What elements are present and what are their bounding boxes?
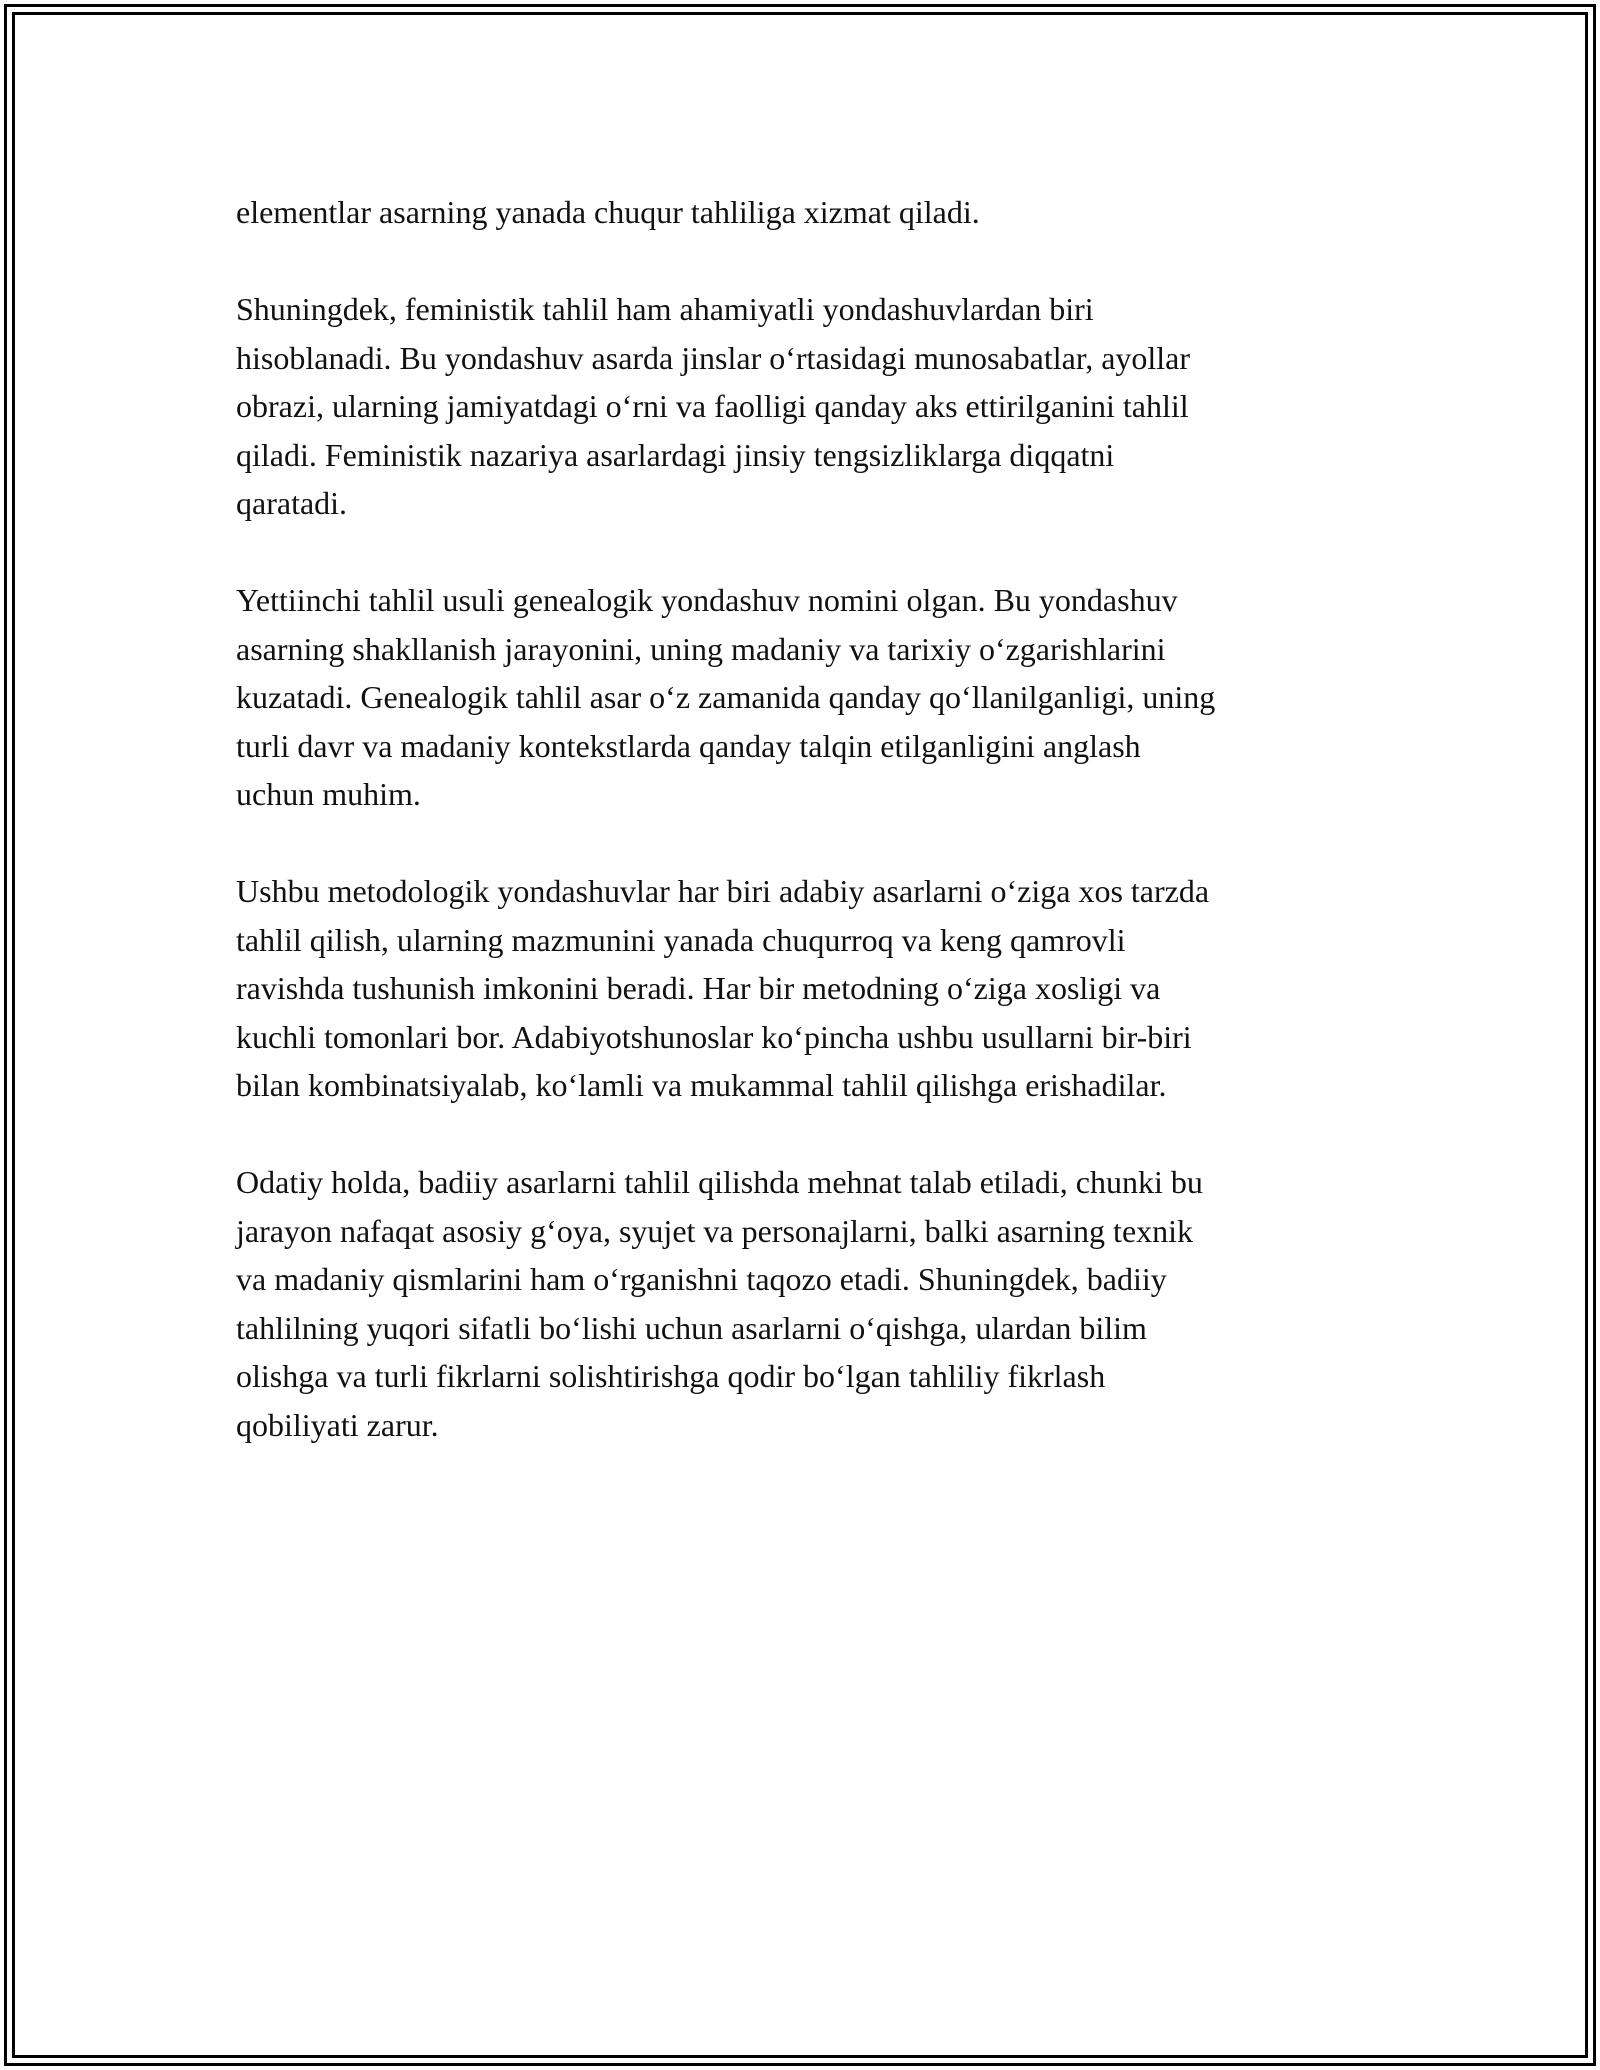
text-line: asarning shakllanish jarayonini, uning madaniy va tarixiy o‘zgarishlarini: [236, 630, 1166, 667]
text-line: obrazi, ularning jamiyatdagi o‘rni va faolligi qanday aks ettirilganini tahlil: [236, 388, 1189, 424]
text-line: tahlil qilish, ularning mazmunini yanada chuqurroq va keng qamrovli: [236, 921, 1126, 958]
paragraph-badiiy-tahlil: [236, 1158, 1366, 1449]
text-line: qiladi. Feministik nazariya asarlardagi jinsiy tengsizliklarga diqqatni: [236, 436, 1115, 473]
text-line: bilan kombinatsiyalab, ko‘lamli va mukammal tahlil qilishga erishadilar.: [236, 1067, 1167, 1103]
text-line: elementlar asarning yanada chuqur tahliliga xizmat qiladi.: [236, 194, 980, 230]
paragraph-continuation: [236, 188, 1366, 237]
text-line: hisoblanadi. Bu yondashuv asarda jinslar o‘rtasidagi munosabatlar, ayollar: [236, 339, 1191, 376]
text-line: kuzatadi. Genealogik tahlil asar o‘z zamanida qanday qo‘llanilganligi, uning: [236, 679, 1216, 715]
text-line: ravishda tushunish imkonini beradi. Har bir metodning o‘ziga xosligi va: [236, 970, 1161, 1006]
text-line: olishga va turli fikrlarni solishtirishga qodir bo‘lgan tahliliy fikrlash: [236, 1358, 1106, 1394]
text-line: kuchli tomonlari bor. Adabiyotshunoslar ko‘pincha ushbu usullarni bir-biri: [236, 1018, 1192, 1055]
text-line: Yettiinchi tahlil usuli genealogik yondashuv nomini olgan. Bu yondashuv: [236, 582, 1178, 618]
text-line: tahlilning yuqori sifatli bo‘lishi uchun asarlarni o‘qishga, ulardan bilim: [236, 1309, 1147, 1346]
text-line: va madaniy qismlarini ham o‘rganishni taqozo etadi. Shuningdek, badiiy: [236, 1261, 1167, 1297]
document-body: [236, 188, 1366, 1498]
paragraph-genealogik-yondashuv: [236, 576, 1366, 819]
text-line: Ushbu metodologik yondashuvlar har biri adabiy asarlarni o‘ziga xos tarzda: [236, 873, 1210, 909]
paragraph-feministik-tahlil: [236, 285, 1366, 528]
text-line: Odatiy holda, badiiy asarlarni tahlil qilishda mehnat talab etiladi, chunki bu: [236, 1164, 1203, 1200]
text-line: qaratadi.: [236, 485, 348, 521]
text-line: turli davr va madaniy kontekstlarda qanday talqin etilganligini anglash: [236, 727, 1141, 764]
paragraph-metodologik-yondashuvlar: [236, 867, 1366, 1110]
text-line: uchun muhim.: [236, 776, 421, 812]
text-line: jarayon nafaqat asosiy g‘oya, syujet va personajlarni, balki asarning texnik: [236, 1212, 1194, 1249]
text-line: qobiliyati zarur.: [236, 1406, 439, 1443]
text-line: Shuningdek, feministik tahlil ham ahamiyatli yondashuvlardan biri: [236, 291, 1094, 327]
